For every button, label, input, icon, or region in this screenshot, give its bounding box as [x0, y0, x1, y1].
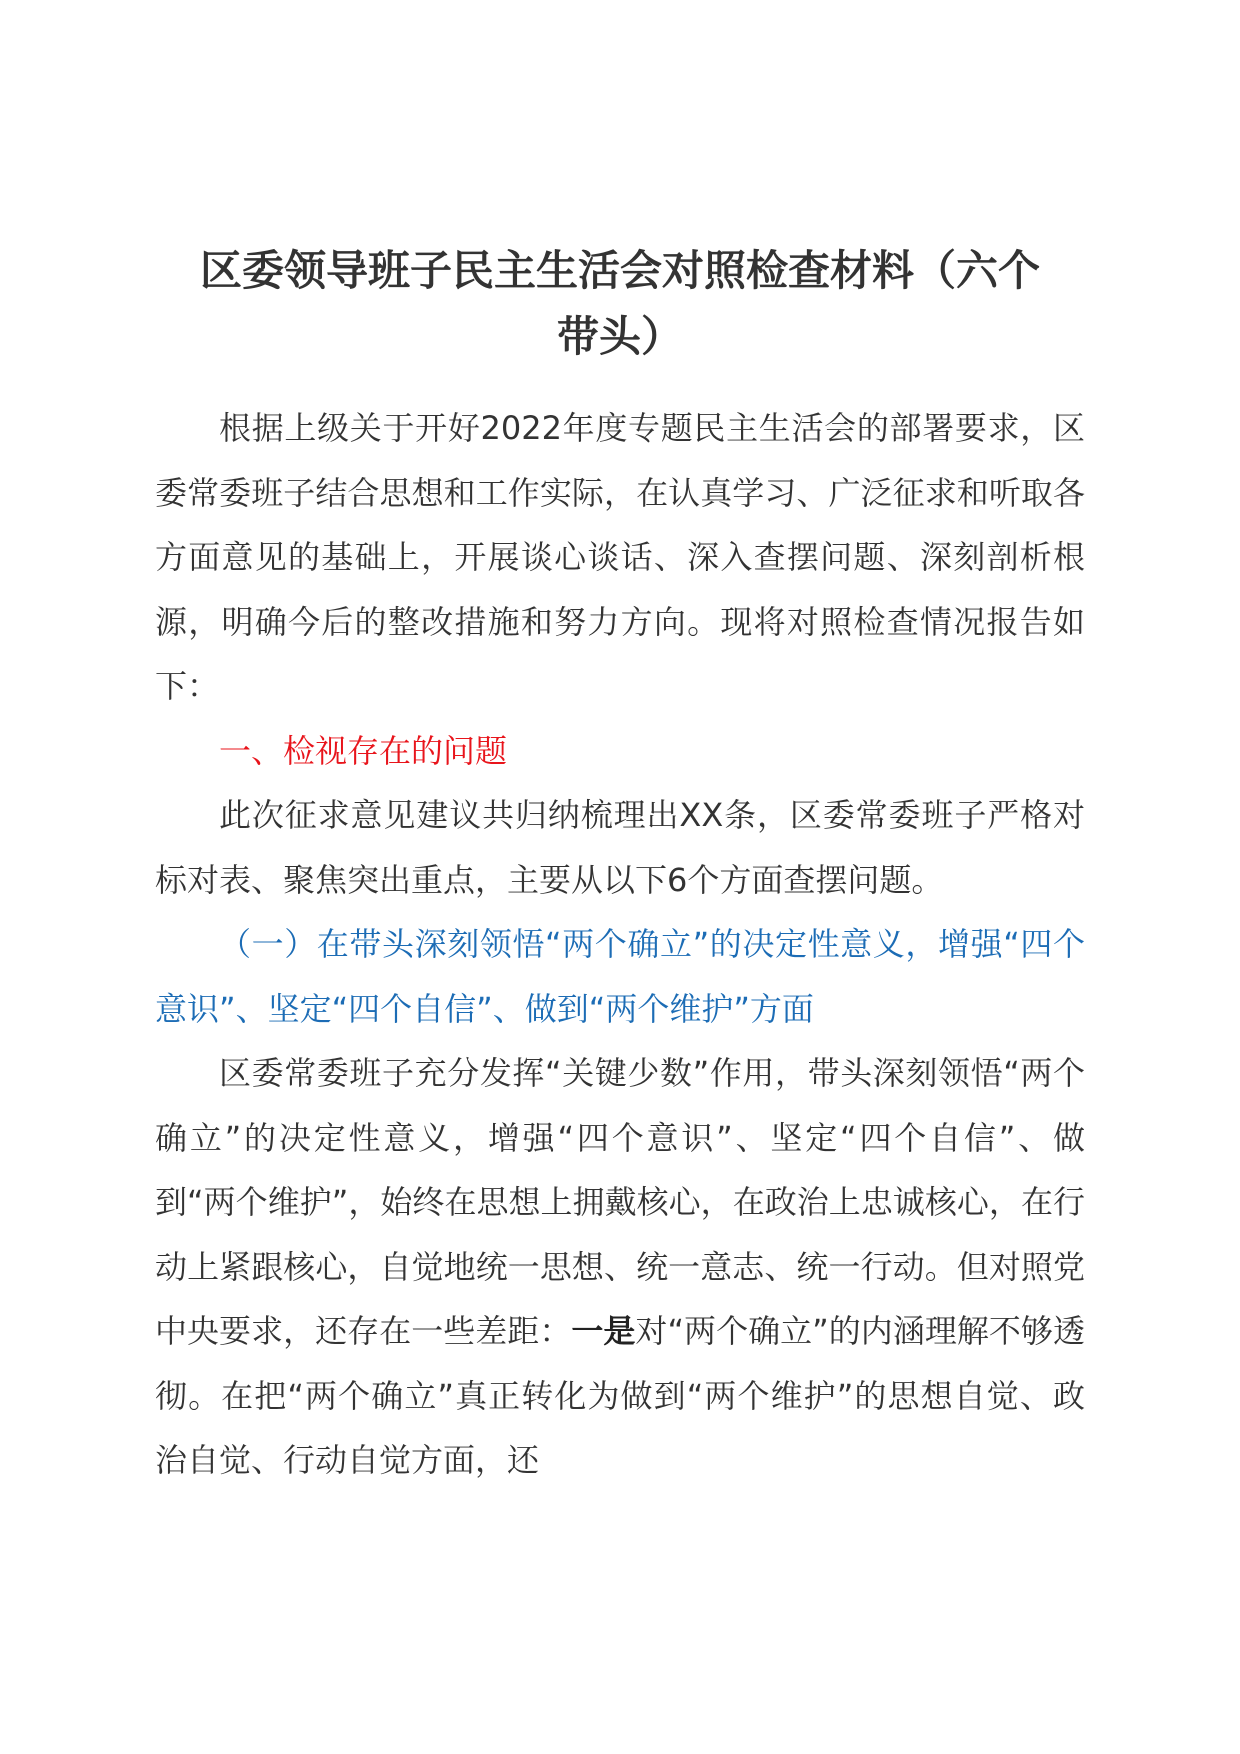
- subsection-heading-1: （一）在带头深刻领悟“两个确立”的决定性意义，增强“四个意识”、坚定“四个自信”、做到“两个维护”方面: [155, 925, 1085, 1028]
- title-line-2: 带头）: [556, 312, 683, 361]
- subsection-1-paragraph: [155, 1041, 1085, 1493]
- title-line-1: 区委领导班子民主生活会对照检查材料（六个: [199, 246, 1040, 295]
- subsection-1-text-end: 对“两个确立”的内涵理解不够透彻。在把“两个确立”真正转化为做到“两个维护”的思想自觉、政治自觉、行动自觉方面，还: [155, 1312, 1085, 1479]
- point-one-label: 一是: [571, 1312, 636, 1350]
- section-heading-1: 一、检视存在的问题: [219, 731, 508, 770]
- section-1-paragraph: 此次征求意见建议共归纳梳理出XX条，区委常委班子严格对标对表、聚焦突出重点，主要从以下6个方面查摆问题。: [155, 796, 1085, 899]
- document-body: [155, 396, 1085, 1493]
- document-title: [140, 238, 1100, 370]
- subsection-1-text-start: 区委常委班子充分发挥“关键少数”作用，带头深刻领悟“两个确立”的决定性意义，增强“四个意识”、坚定“四个自信”、做到“两个维护”，始终在思想上拥戴核心，在政治上忠诚核心，在行动上紧跟核心，自觉地统一思想、统一意志、统一行动。但对照党中央要求，还存在一些差距：: [155, 1054, 1085, 1350]
- intro-paragraph: 根据上级关于开好2022年度专题民主生活会的部署要求，区委常委班子结合思想和工作实际，在认真学习、广泛征求和听取各方面意见的基础上，开展谈心谈话、深入查摆问题、深刻剖析根源，明确今后的整改措施和努力方向。现将对照检查情况报告如下：: [155, 409, 1085, 705]
